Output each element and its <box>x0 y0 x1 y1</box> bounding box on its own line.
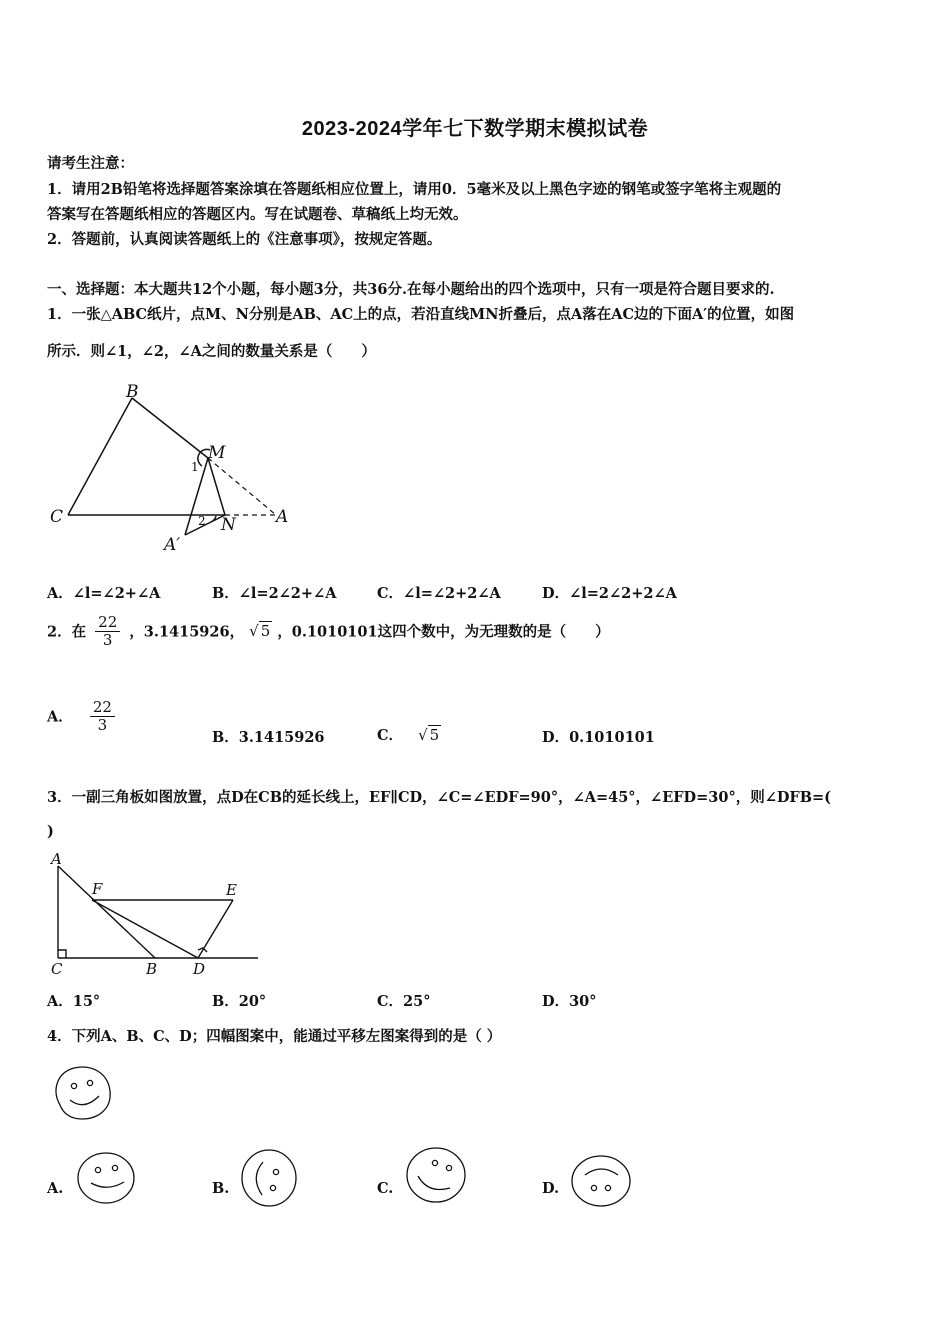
notice-line-3: 2．答题前，认真阅读答题纸上的《注意事项》，按规定答题。 <box>47 231 442 248</box>
notice-line-1: 1．请用2B铅笔将选择题答案涂填在答题纸相应位置上，请用0．5毫米及以上黑色字迹的钢笔或签字笔将主观题的 <box>47 181 782 198</box>
q1-angle-2-arc <box>211 516 216 522</box>
q2-fraction <box>95 614 120 648</box>
q3-option-a: A．15° <box>47 993 101 1010</box>
q3-label-c: C <box>51 960 63 978</box>
q2-option-a-fraction <box>90 699 115 733</box>
q3-label-a: A <box>51 850 62 868</box>
q2-sqrt-value: 5 <box>260 622 271 640</box>
q4-d-eye-right <box>605 1185 610 1190</box>
q4-option-d-smiley <box>568 1153 634 1209</box>
q4-ref-eye-right <box>87 1080 92 1085</box>
q3-stem-line-1: 3．一副三角板如图放置，点D在CB的延长线上，EF∥CD，∠C=∠EDF=90°，∠A=45°，∠EFD=30°，则∠DFB=( <box>47 789 831 806</box>
q2-option-a <box>47 699 115 733</box>
q4-option-c-label: C. <box>377 1180 394 1197</box>
q2-option-c-sqrt-symbol: √ <box>418 726 428 744</box>
q4-a-mouth <box>91 1182 124 1187</box>
q2-option-a-den: 3 <box>97 715 108 734</box>
q1-label-b: B <box>126 382 139 402</box>
q1-dashed-ma <box>208 458 276 515</box>
q1-option-a: A．∠l=∠2+∠A <box>47 585 161 602</box>
q4-ref-eye-left <box>71 1083 76 1088</box>
q4-c-face-outline <box>407 1148 465 1202</box>
q1-option-d: D．∠l=2∠2+2∠A <box>542 585 677 602</box>
q2-prefix: 2．在 <box>47 623 87 641</box>
q2-option-b: B．3.1415926 <box>212 729 325 746</box>
q3-option-b: B．20° <box>212 993 267 1010</box>
page-title: 2023-2024学年七下数学期末模拟试卷 <box>301 118 649 140</box>
q4-option-a-label: A. <box>47 1180 64 1197</box>
q3-label-b: B <box>146 960 158 978</box>
q4-c-eye-left <box>432 1160 437 1165</box>
q1-stem-line-1: 1．一张△ABC纸片，点M、N分别是AB、AC上的点，若沿直线MN折叠后，点A落在AC边的下面A′的位置，如图 <box>47 306 795 323</box>
q2-option-c-sqrt-value: 5 <box>429 726 440 744</box>
q3-edge-ab <box>58 866 155 958</box>
q1-edge-bc <box>68 398 132 515</box>
q4-option-b-smiley <box>238 1147 302 1209</box>
q4-option-c-smiley <box>404 1146 468 1206</box>
q1-option-c: C．∠l=∠2+2∠A <box>377 585 501 602</box>
q3-right-angle-c <box>58 950 66 958</box>
q1-figure <box>40 380 300 560</box>
q2-stem <box>47 614 610 648</box>
q3-option-d: D．30° <box>542 993 597 1010</box>
q3-label-e: E <box>226 881 237 899</box>
q2-suffix: ，0.1010101这四个数中，为无理数的是（ ） <box>277 623 610 641</box>
q2-mid: ，3.1415926， <box>129 623 245 641</box>
q4-b-mouth <box>256 1162 263 1195</box>
q2-option-d: D．0.1010101 <box>542 729 655 746</box>
q2-frac-num: 22 <box>95 614 120 632</box>
section-heading: 一、选择题：本大题共12个小题，每小题3分，共36分.在每小题给出的四个选项中，只有一项是符合题目要求的. <box>47 281 775 298</box>
q4-d-eye-left <box>591 1185 596 1190</box>
q1-label-a: A <box>276 507 289 527</box>
q4-stem: 4．下列A、B、C、D；四幅图案中，能通过平移左图案得到的是（ ） <box>47 1028 502 1045</box>
q2-sqrt-symbol: √ <box>249 622 259 640</box>
q3-edge-ed <box>198 900 233 958</box>
q2-option-a-num: 22 <box>90 699 115 717</box>
q2-option-a-label: A． <box>47 708 73 726</box>
q4-a-eye-left <box>95 1167 100 1172</box>
q1-label-n: N <box>221 515 236 535</box>
q4-ref-face-outline <box>56 1067 110 1119</box>
q4-reference-smiley <box>50 1063 114 1123</box>
q3-option-c: C．25° <box>377 993 431 1010</box>
q1-angle-2-label: 2 <box>198 514 206 528</box>
q3-label-d: D <box>193 960 206 978</box>
q3-label-f: F <box>92 880 103 898</box>
q3-figure <box>40 850 270 980</box>
q1-label-c: C <box>50 507 64 527</box>
q3-stem-line-2: ) <box>47 823 54 840</box>
q1-label-m: M <box>208 443 226 463</box>
notice-heading: 请考生注意： <box>47 155 134 172</box>
q4-option-b-label: B. <box>212 1180 230 1197</box>
q4-a-eye-right <box>112 1165 117 1170</box>
q2-option-c-label: C． <box>377 727 404 744</box>
q4-c-mouth <box>418 1176 450 1190</box>
q1-label-a-prime: A′ <box>164 535 181 555</box>
q1-fold-mn <box>208 458 225 515</box>
q1-edge-bm <box>132 398 208 458</box>
q2-option-c <box>377 724 441 745</box>
q1-option-b: B．∠l=2∠2+∠A <box>212 585 337 602</box>
q2-frac-den: 3 <box>102 630 113 649</box>
q4-b-eye-top <box>273 1169 278 1174</box>
q2-sqrt <box>249 621 272 640</box>
q4-b-eye-bottom <box>270 1185 275 1190</box>
q4-d-face-outline <box>572 1156 630 1206</box>
q4-ref-mouth <box>70 1096 99 1105</box>
q4-b-face-outline <box>242 1150 296 1206</box>
q1-stem-line-2: 所示．则∠1，∠2，∠A之间的数量关系是（ ） <box>47 343 376 360</box>
q1-angle-1-label: 1 <box>191 460 199 474</box>
q4-a-face-outline <box>78 1153 134 1203</box>
q4-d-mouth <box>585 1169 618 1175</box>
q2-option-c-sqrt <box>418 726 441 744</box>
q4-option-d-label: D. <box>542 1180 560 1197</box>
q4-c-eye-right <box>446 1165 451 1170</box>
q4-option-a-smiley <box>74 1150 138 1208</box>
notice-line-2: 答案写在答题纸相应的答题区内。写在试题卷、草稿纸上均无效。 <box>47 206 468 223</box>
